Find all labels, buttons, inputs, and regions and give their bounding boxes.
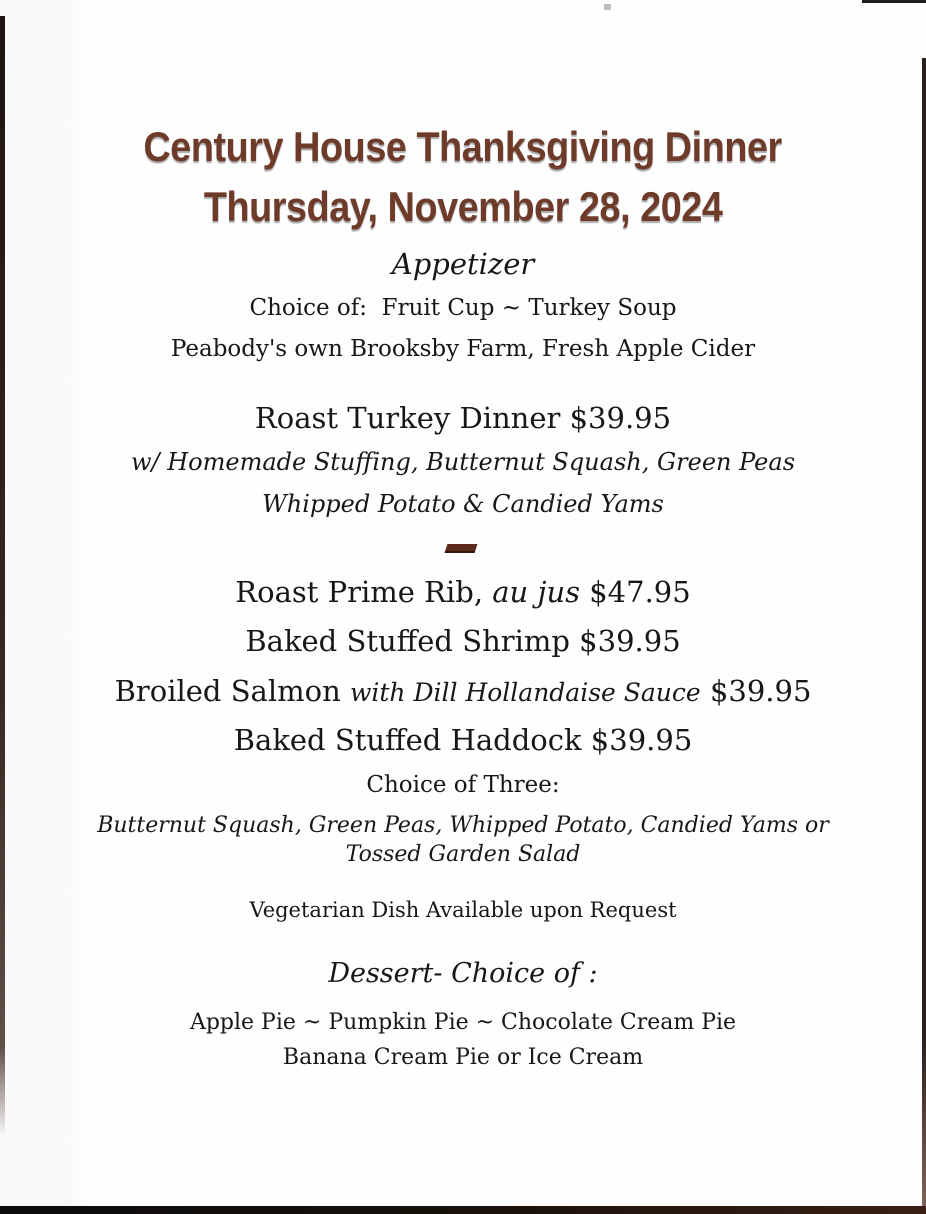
scan-edge-bottom <box>0 1206 926 1214</box>
turkey-dinner-description-2: Whipped Potato & Candied Yams <box>262 490 664 518</box>
menu-item-name: Roast Turkey Dinner <box>254 401 561 435</box>
menu-item-stuffed-shrimp <box>0 625 926 658</box>
menu-item-price: $39.95 <box>579 624 681 658</box>
menu-item-price: $47.95 <box>589 575 691 609</box>
menu-date <box>0 184 926 230</box>
menu-item-name: Baked Stuffed Haddock <box>233 723 582 757</box>
menu-item-qualifier: with Dill Hollandaise Sauce <box>349 678 701 707</box>
sides-heading: Choice of Three: <box>366 772 560 798</box>
menu-item-broiled-salmon <box>0 675 926 709</box>
scan-edge-left <box>0 16 5 1137</box>
menu-item-turkey-dinner <box>0 402 926 435</box>
menu-title-text: Century House Thanksgiving Dinner <box>143 123 783 170</box>
menu-item-price: $39.95 <box>590 723 693 757</box>
vegetarian-note: Vegetarian Dish Available upon Request <box>249 898 677 922</box>
dessert-line-2: Banana Cream Pie or Ice Cream <box>282 1045 644 1070</box>
menu-item-price: $39.95 <box>569 401 672 435</box>
menu-item-name: Baked Stuffed Shrimp <box>245 624 570 658</box>
menu-item-qualifier: au jus <box>492 575 581 609</box>
dessert-line-1: Apple Pie ~ Pumpkin Pie ~ Chocolate Cream Pie <box>189 1010 737 1035</box>
menu-date-text: Thursday, November 28, 2024 <box>203 183 723 230</box>
sides-line-1: Butternut Squash, Green Peas, Whipped Potato, Candied Yams or <box>97 813 829 838</box>
sides-line-2: Tossed Garden Salad <box>345 842 581 867</box>
scan-speck-top-center <box>604 4 611 10</box>
menu-item-prime-rib <box>0 576 926 609</box>
appetizer-heading: Appetizer <box>391 247 535 281</box>
menu-item-name: Roast Prime Rib, <box>235 575 484 609</box>
dessert-heading: Dessert- Choice of : <box>328 958 598 989</box>
menu-item-name: Broiled Salmon <box>114 674 341 708</box>
scan-mark-top-right <box>862 0 926 3</box>
appetizer-choices: Choice of: Fruit Cup ~ Turkey Soup <box>249 295 677 321</box>
scan-edge-right <box>922 58 926 1206</box>
turkey-dinner-description-1: w/ Homemade Stuffing, Butternut Squash, Green Peas <box>130 448 796 476</box>
menu-title <box>0 124 926 170</box>
section-divider-dash <box>445 544 478 553</box>
appetizer-cider: Peabody's own Brooksby Farm, Fresh Apple Cider <box>170 336 756 362</box>
menu-item-price: $39.95 <box>709 674 812 708</box>
menu-item-stuffed-haddock <box>0 724 926 757</box>
